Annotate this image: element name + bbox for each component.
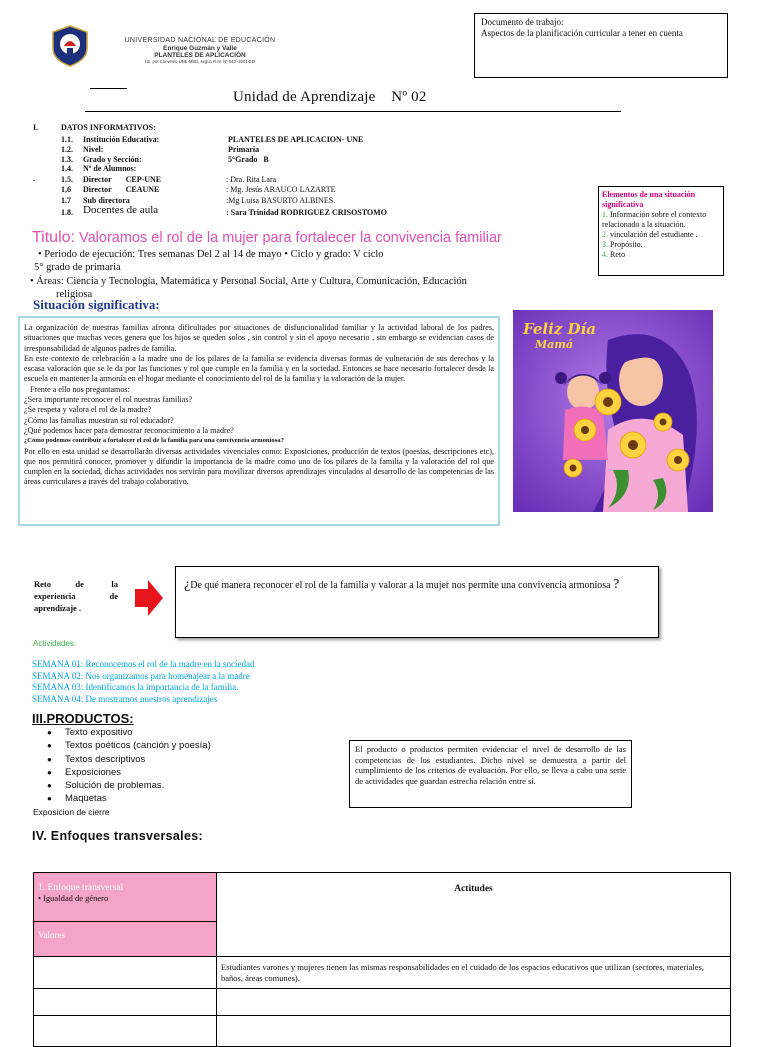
datos-num: 1.8. [61,208,73,217]
semanas-list [32,659,254,705]
producto-item: ● Solución de problemas. [33,779,333,792]
situacion-p3: Por ello en esta unidad se desarrollarán diversas actividades vivenciales como: Exposiciones, producción de textos (poesías, descripciones etc), que nos permitirá conocer, promover y difundir la importancia de la madre como uno de los pilares de la familia y la valoración del rol que cumplen en la sociedad, dichas actividades nos servirán para movilizar diversos aprendizajes vinculados al desarrollo de las competencias de las áreas curriculares a través del trabajo colaborativo. [24,446,494,487]
productos-heading: III.PRODUCTOS: [32,711,134,726]
reto-question-box [175,566,659,638]
university-name: UNIVERSIDAD NACIONAL DE EDUCACIÓN [124,37,276,44]
situacion-p2: En este contexto de celebración a la madre uno de los pilares de la familia se evidencia diversas formas de vulneración de sus derechos y la escasa valoración que se le da por las funciones y rol que cumple en la familia y en la sociedad. Entonces se hace necesario fortalecer desde la escuela en mantener la armonía en el hogar mediante el conocimiento del rol de la familia y la valoración de la mujer. [24,353,494,384]
producto-extra: Exposicion de cierre [33,806,110,817]
datos-value: Primaria [228,145,260,154]
empty-cell [217,989,731,1016]
titulo-label: Titulo: [32,229,75,246]
actitud-text: Estudiantes varones y mujeres tienen las mismas responsabilidades en el cuidado de los espacios educativos que utilizan (sectores, materiales, baños, áreas comunes). [221,962,704,983]
semana-item: SEMANA 02: Nos organizamos para homenajear a la madre [32,670,250,681]
situacion-q0: Frente a ello nos preguntamos: [30,384,130,394]
actitudes-header-cell [217,873,731,957]
datos-roman: I. [33,123,39,132]
elementos-heading: Elementos de una situación significativa [602,190,696,209]
periodo-line-2: 5° grado de primaria [34,262,121,273]
situacion-box [18,316,500,526]
datos-label: Nº de Alumnos: [83,164,137,173]
datos-value: PLANTELES DE APLICACION- UNE [228,135,364,144]
titulo-text: Valoramos el rol de la mujer para fortalecer la convivencia familiar [79,230,502,246]
producto-item: ● Textos descriptivos [33,753,333,766]
producto-item: ● Exposiciones [33,766,333,779]
ie-note: I.E. por Convenio UNE-MED, según R.M. Nº 043 -2001-ED [145,59,255,64]
poster-text-1: Feliz Día [523,320,596,338]
actitud-cell [217,957,731,989]
doc-line-1: Documento de trabajo: [481,17,564,27]
datos-value: :Mg Luisa BASURTO ALBINES. [226,196,336,205]
valores-cell [34,922,217,957]
datos-value: : Sara Trinidad RODRIGUEZ CRISOSTOMO [226,208,387,217]
elementos-item: 4. Reto [602,250,626,259]
productos-list [33,726,333,819]
datos-heading: DATOS INFORMATIVOS: [61,123,156,132]
situacion-heading: Situación significativa: [33,297,160,312]
datos-num: 1.3. [61,155,73,164]
mothers-day-poster [513,310,713,512]
datos-label: Sub directora [83,196,130,205]
reto-label: Reto de la experiencia de aprendizaje . [34,579,121,613]
semana-item: SEMANA 03: Identificamos la importancia de la familia. [32,682,239,692]
unit-title: Unidad de Aprendizaje Nº 02 [233,89,427,105]
enfoques-table [33,872,731,1047]
university-subtitle: Enrique Guzmán y Valle [163,45,237,52]
productos-note-box: El producto o productos permiten evidenciar el nivel de desarrollo de las competencias de los estudiantes. Dicho nivel se demuestra a partir del cumplimiento de los criterios de evaluación. Por ello, se lleva a cabo una serie de actividades que guardan estrecha relación entre sí. [349,740,632,808]
situacion-q5: ¿Cómo podemos contribuir a fortalecer el rol de la familia para una convivencia armoniosa? [24,437,284,445]
datos-num: 1.2. [61,145,73,154]
elementos-item: 2. vinculación del estudiante . [602,230,698,239]
situacion-q4: ¿Qué podemos hacer para demostrar reconocimiento a la madre? [24,425,234,435]
situacion-q3: ¿Cómo las familias muestran su rol educador? [24,415,174,425]
datos-num: 1.4. [61,164,73,173]
valores-label: Valores [38,930,65,940]
areas-line: • Áreas: Ciencia y Tecnología, Matemática y Personal Social, Arte y Cultura, Comunicación, Educación [30,276,467,287]
datos-label: Institución Educativa: [83,135,160,144]
areas-line-2: religiosa [56,289,93,300]
periodo-line-1: • Periodo de ejecución: Tres semanas Del 2 al 14 de mayo • Ciclo y grado: V ciclo [38,249,384,260]
empty-cell [217,1016,731,1047]
datos-value: : Mg. Jesús ARAUCO LAZARTE [226,185,336,194]
reto-question-close: ? [613,577,620,592]
datos-value: : Dra. Rita Lara [226,175,277,184]
enfoques-heading: IV. Enfoques transversales: [32,829,203,843]
situacion-q2: ¿Se respeta y valora el rol de la madre? [24,405,152,415]
reto-question: De qué manera reconocer el rol de la familia y valorar a la mujer nos permite una convivencia armoniosa [190,580,611,591]
datos-num: 1.1. [61,135,73,144]
datos-num: 1.7 [61,196,71,205]
datos-label: Grado y Sección: [83,155,142,164]
datos-label: Director CEP-UNE [83,175,162,184]
datos-label: Nivel: [83,145,104,154]
producto-item: ● Maquetas [33,792,333,805]
datos-label: Docentes de aula [83,204,159,216]
reto-question-open: ¿ [184,577,191,592]
producto-item: ● Textos poéticos (canción y poesía) [33,739,333,752]
datos-label: Director CEAUNE [83,185,160,194]
empty-cell [34,957,217,989]
doc-line-2: Aspectos de la planificación curricular a tener en cuenta [481,28,683,38]
producto-item: ● Texto expositivo [33,726,333,739]
semana-item: SEMANA 01: Reconocemos el rol de la madre en la sociedad [32,659,255,669]
reto-arrow-icon [135,580,163,616]
situacion-p1: La organización de nuestras familias afronta dificultades por situaciones de disfuncionalidad familiar y la actividad laboral de los padres, situaciones que muchas veces genera que los hijos se queden solos , sin control y sin el apoyo necesario , sin embargo se evidencian casos de irresponsabilidad de algunos padres de familia. [24,323,494,353]
enfoque-title: 1. Enfoque transversal [38,883,124,893]
periodo-block [30,248,506,301]
elementos-item: 1. Información sobre el contexto relacionado a la situación. [602,210,707,229]
datos-value: 5°Grado B [228,155,269,164]
enfoque-cell [34,873,217,922]
semana-item: SEMANA 04: De mostramos nuestros aprendizajes [32,693,218,704]
datos-dot: . [33,174,35,183]
actividades-heading: Actividades: [33,639,77,648]
datos-num: 1,6 [61,185,71,194]
unit-titulo [32,229,502,247]
elementos-item: 3. Propósito. [602,240,643,249]
enfoque-item: • Igualdad de género [38,893,109,903]
elementos-situacion-box [598,186,724,276]
situacion-q1: ¿Sera importante reconocer el rol nuestras familias? [24,395,193,405]
empty-cell [34,1016,217,1047]
actitudes-header: Actitudes [454,884,493,894]
planteles-name: PLANTELES DE APLICACIÓN [154,52,246,59]
datos-num: 1.5. [61,175,73,184]
empty-cell [34,989,217,1016]
poster-text-2: Mamá [535,338,574,351]
